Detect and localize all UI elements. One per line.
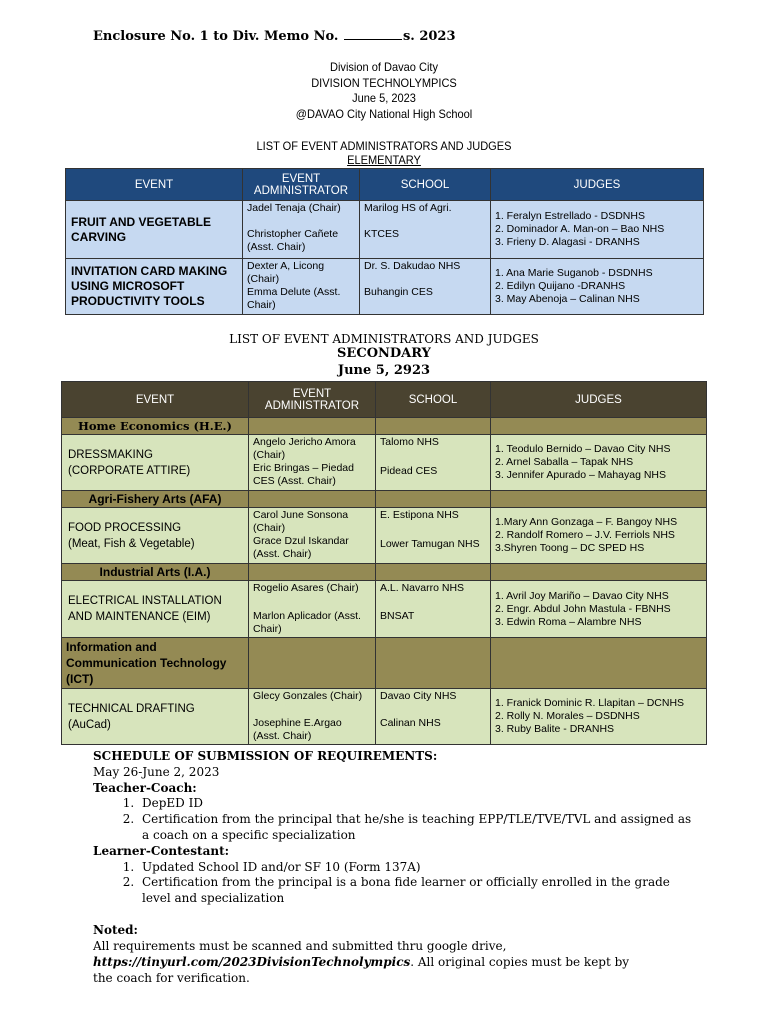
list-item: 1. Updated School ID and/or SF 10 (Form 137A) [138, 860, 693, 876]
admin-cell: Glecy Gonzales (Chair) Josephine E.Argao (Asst. Chair) [249, 689, 376, 745]
event-cell: INVITATION CARD MAKING USING MICROSOFT PRODUCTIVITY TOOLS [66, 259, 243, 315]
table-row [62, 581, 707, 638]
enclosure-suffix: s. 2023 [402, 29, 456, 44]
enclosure-prefix: Enclosure No. 1 to Div. Memo No. [93, 29, 339, 44]
judges-cell: 1. Avril Joy Mariño – Davao City NHS 2. Engr. Abdul John Mastula - FBNHS 3. Edwin Roma – Alambre NHS [491, 581, 707, 638]
column-header: EVENT [62, 382, 249, 418]
secondary-table [61, 381, 707, 745]
event-cell: TECHNICAL DRAFTING (AuCad) [62, 689, 249, 745]
school-cell: E. Estipona NHS Lower Tamugan NHS [376, 508, 491, 564]
schedule-dates: May 26-June 2, 2023 [93, 764, 220, 779]
category-row [62, 564, 707, 581]
admin-cell: Jadel Tenaja (Chair) Christopher Cañete (Asst. Chair) [243, 201, 360, 259]
list-item: 2. Certification from the principal is a bona fide learner or officially enrolled in the grade level and specialization [138, 875, 693, 907]
judges-cell: 1. Feralyn Estrellado - DSDNHS 2. Dominador A. Man-on – Bao NHS 3. Frieny D. Alagasi - DRANHS [491, 201, 704, 259]
memo-number-blank [344, 28, 402, 40]
learner-requirements-list [93, 860, 693, 907]
table-row [66, 259, 704, 315]
judges-cell: 1. Teodulo Bernido – Davao City NHS 2. Arnel Saballa – Tapak NHS 3. Jennifer Apurado – Mahayag NHS [491, 435, 707, 491]
learner-contestant-label: Learner-Contestant: [93, 843, 230, 858]
document-header [31, 60, 738, 122]
table-header-row [62, 382, 707, 418]
category-row [62, 491, 707, 508]
column-header: EVENT [66, 169, 243, 201]
school-cell: Dr. S. Dakudao NHS Buhangin CES [360, 259, 491, 315]
event-cell: FRUIT AND VEGETABLE CARVING [66, 201, 243, 259]
event-cell: FOOD PROCESSING (Meat, Fish & Vegetable) [62, 508, 249, 564]
column-header: SCHOOL [376, 382, 491, 418]
event-cell: ELECTRICAL INSTALLATION AND MAINTENANCE (EIM) [62, 581, 249, 638]
category-row [62, 638, 707, 689]
judges-cell: 1.Mary Ann Gonzaga – F. Bangoy NHS 2. Randolf Romero – J.V. Ferriols NHS 3.Shyren Toong – DC SPED HS [491, 508, 707, 564]
header-date: June 5, 2023 [352, 91, 416, 105]
table-row [62, 435, 707, 491]
admin-cell: Carol June Sonsona (Chair) Grace Dzul Iskandar (Asst. Chair) [249, 508, 376, 564]
table-header-row [66, 169, 704, 201]
noted-section [93, 922, 648, 986]
category-label: Information and Communication Technology (ICT) [62, 638, 249, 689]
header-event: DIVISION TECHNOLYMPICS [311, 75, 457, 90]
schedule-heading: SCHEDULE OF SUBMISSION OF REQUIREMENTS: [93, 749, 438, 763]
school-cell: Marilog HS of Agri. KTCES [360, 201, 491, 259]
table-row [62, 508, 707, 564]
elementary-table [65, 168, 704, 315]
category-label: Industrial Arts (I.A.) [62, 564, 249, 581]
list-item: 2. Certification from the principal that he/she is teaching EPP/TLE/TVE/TVL and assigned as a coach on a specific specialization [138, 812, 693, 844]
elementary-subtitle: ELEMENTARY [347, 153, 421, 167]
noted-label: Noted: [93, 923, 138, 937]
admin-cell: Angelo Jericho Amora (Chair) Eric Bringas – Piedad CES (Asst. Chair) [249, 435, 376, 491]
table-row [66, 201, 704, 259]
category-label: Agri-Fishery Arts (AFA) [62, 491, 249, 508]
elementary-title: LIST OF EVENT ADMINISTRATORS AND JUDGES [256, 139, 512, 153]
header-venue: @DAVAO City National High School [295, 106, 473, 121]
school-cell: Davao City NHS Calinan NHS [376, 689, 491, 745]
secondary-subtitle: SECONDARY [337, 346, 431, 361]
judges-cell: 1. Franick Dominic R. Llapitan – DCNHS 2. Rolly N. Morales – DSDNHS 3. Ruby Balite - DRANHS [491, 689, 707, 745]
teacher-requirements-list [93, 796, 693, 843]
admin-cell: Dexter A, Licong (Chair) Emma Delute (Asst. Chair) [243, 259, 360, 315]
list-item: 1. DepED ID [138, 796, 693, 812]
column-header: EVENT ADMINISTRATOR [243, 169, 360, 201]
enclosure-line [93, 28, 456, 44]
column-header: EVENT ADMINISTRATOR [249, 382, 376, 418]
google-drive-link[interactable]: https://tinyurl.com/2023DivisionTechnolympics [93, 955, 411, 969]
secondary-date: June 5, 2923 [337, 363, 431, 378]
column-header: JUDGES [491, 169, 704, 201]
secondary-title: LIST OF EVENT ADMINISTRATORS AND JUDGES [229, 332, 539, 346]
column-header: JUDGES [491, 382, 707, 418]
category-row [62, 418, 707, 435]
school-cell: A.L. Navarro NHS BNSAT [376, 581, 491, 638]
noted-text: All requirements must be scanned and submitted thru google drive, https://tinyurl.com/2023DivisionTechnolympics. All original copies must be kept by the coach for verification. [93, 939, 630, 985]
school-cell: Talomo NHS Pidead CES [376, 435, 491, 491]
header-division: Division of Davao City [330, 60, 438, 74]
table-row [62, 689, 707, 745]
teacher-coach-label: Teacher-Coach: [93, 780, 197, 795]
judges-cell: 1. Ana Marie Suganob - DSDNHS 2. Edilyn Quijano -DRANHS 3. May Abenoja – Calinan NHS [491, 259, 704, 315]
admin-cell: Rogelio Asares (Chair) Marlon Aplicador (Asst. Chair) [249, 581, 376, 638]
category-label: Home Economics (H.E.) [62, 418, 249, 435]
submission-schedule [93, 749, 693, 907]
event-cell: DRESSMAKING (CORPORATE ATTIRE) [62, 435, 249, 491]
column-header: SCHOOL [360, 169, 491, 201]
